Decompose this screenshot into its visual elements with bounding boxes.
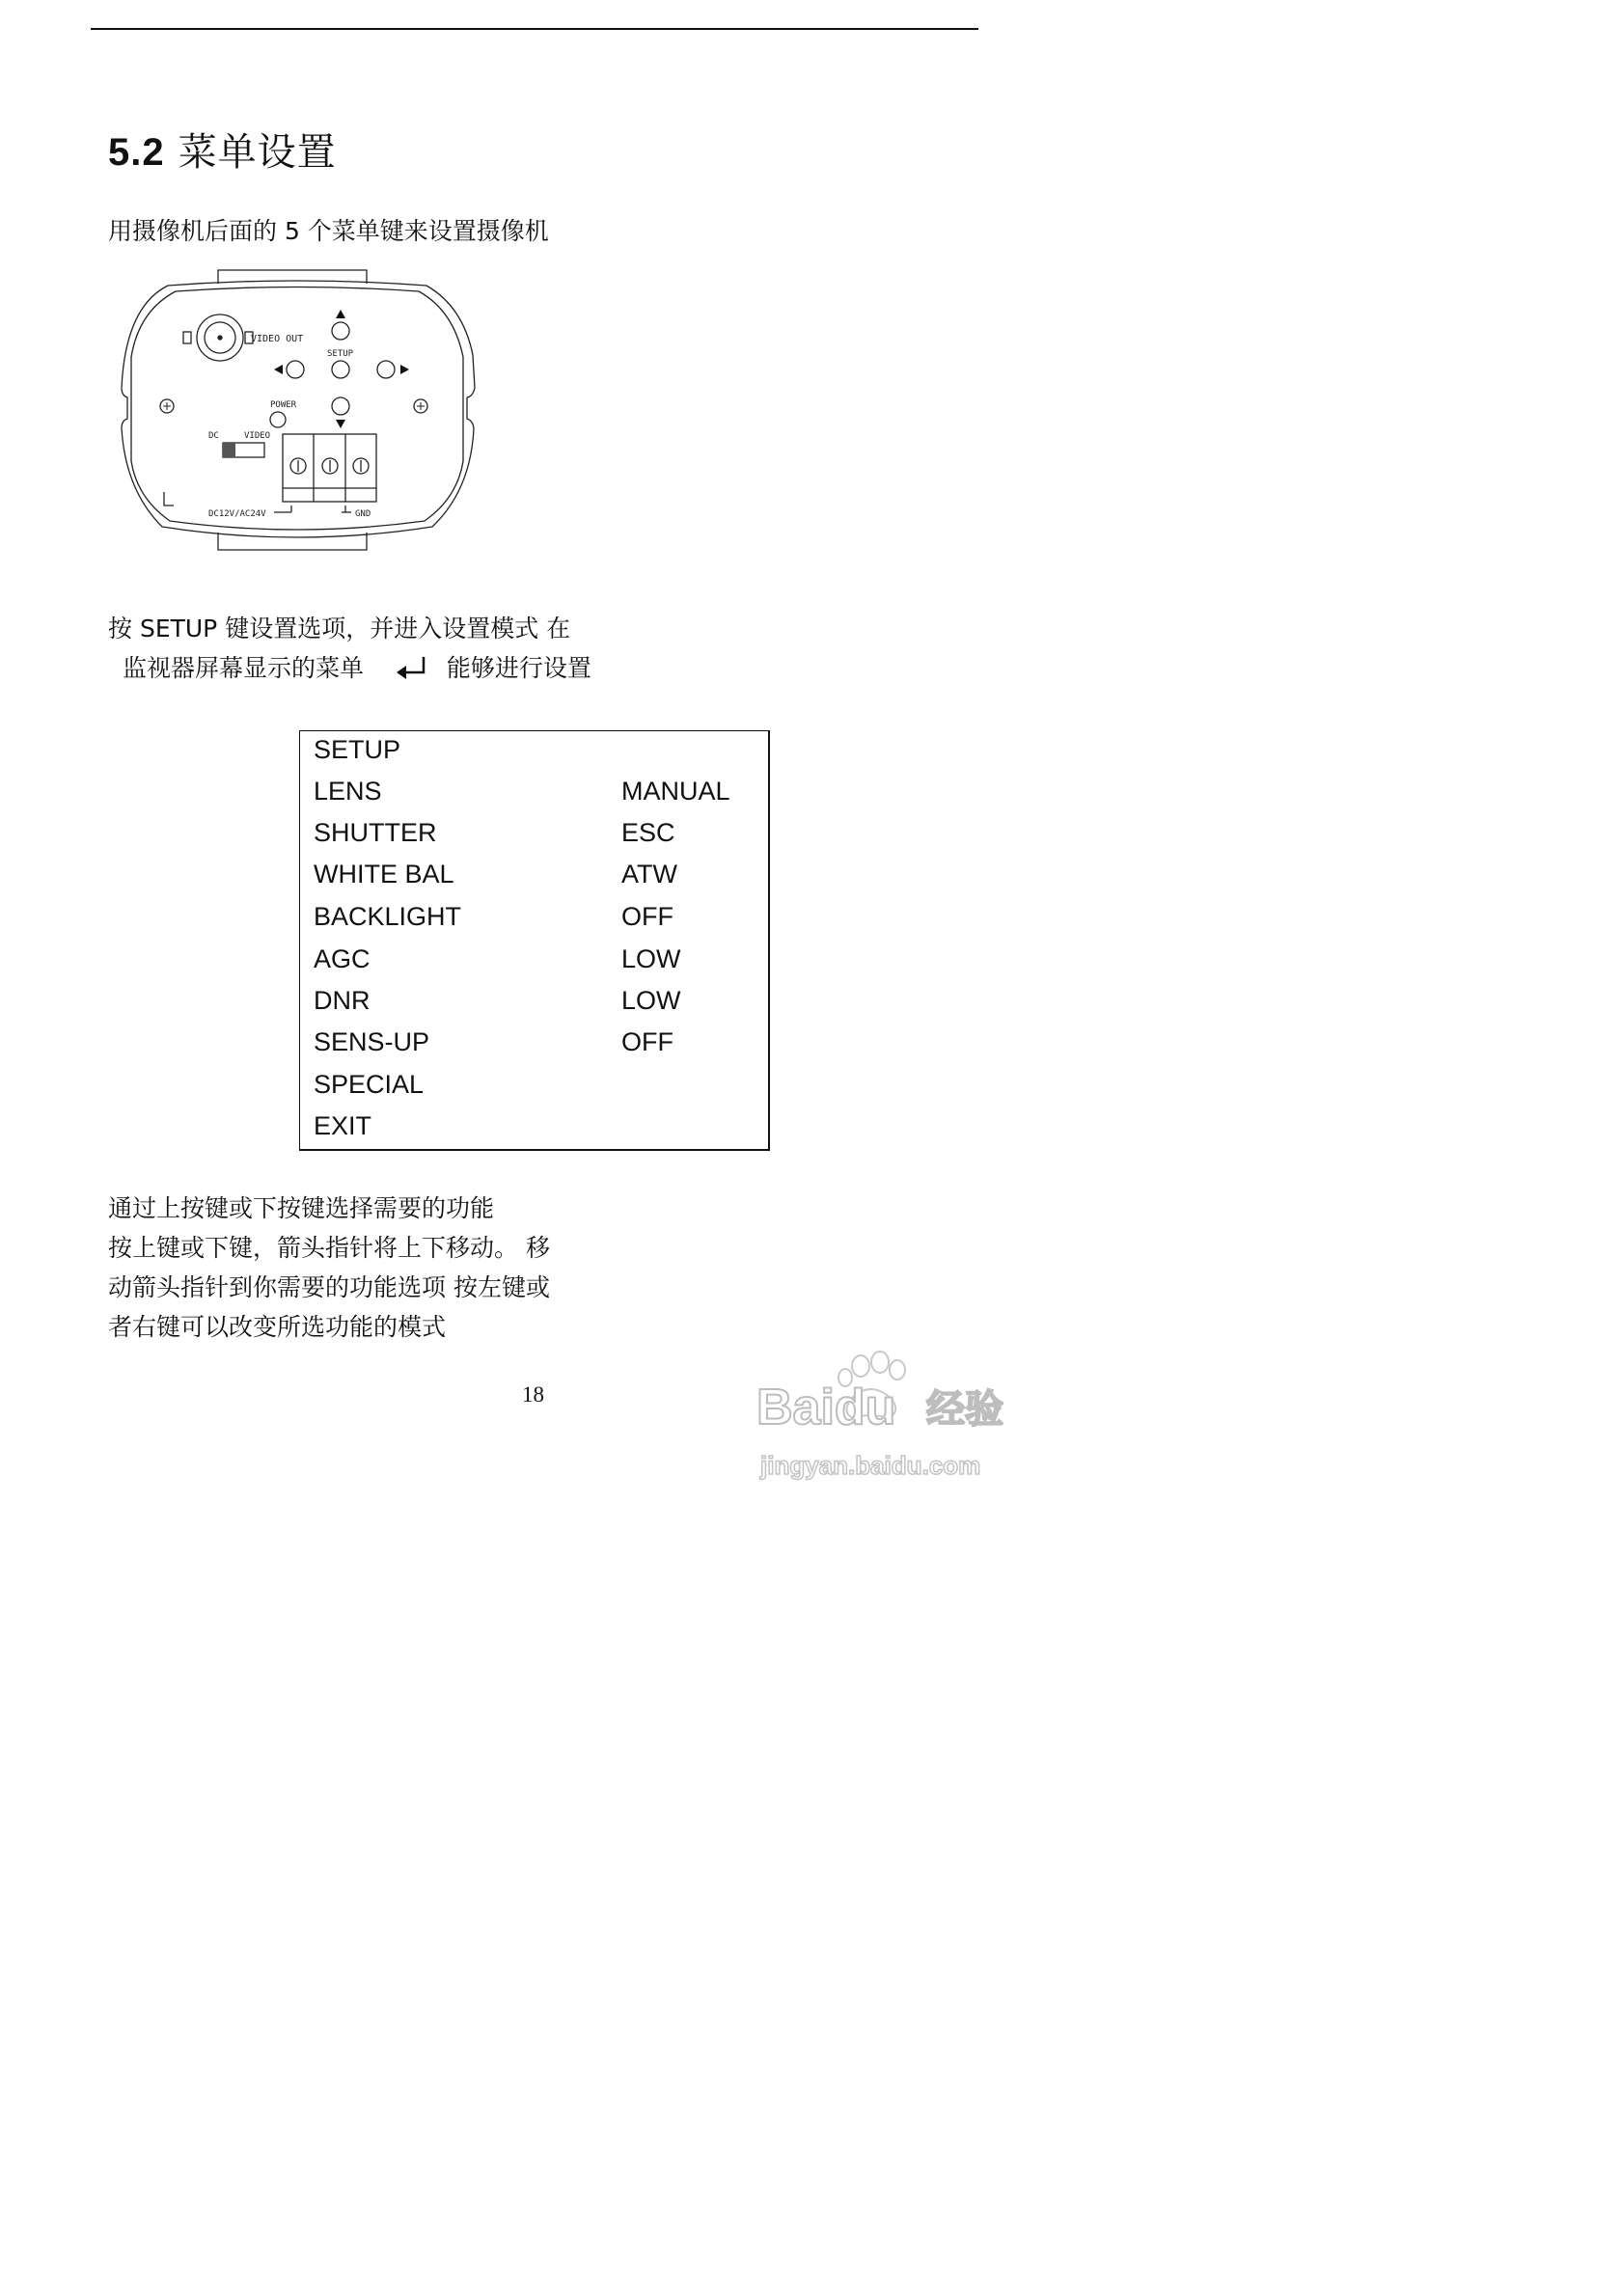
menu-item-label: SENS-UP — [314, 1027, 430, 1056]
switch-slider — [223, 443, 235, 457]
watermark-product: 经验 — [926, 1388, 1003, 1431]
right-arrow-icon — [400, 365, 409, 374]
menu-item-exit — [314, 1111, 757, 1150]
setup-label: SETUP — [327, 349, 354, 359]
top-rule — [91, 28, 978, 30]
menu-item-value: ESC — [621, 818, 675, 847]
watermark-brand: Baidu — [756, 1380, 896, 1435]
enter-return-icon — [395, 655, 433, 680]
menu-item-backlight — [314, 902, 757, 941]
video-out-label: VIDEO OUT — [251, 334, 304, 344]
menu-item-label: LENS — [314, 777, 382, 806]
section-title — [108, 122, 337, 177]
gnd-label: GND — [355, 509, 371, 519]
video-label: VIDEO — [244, 431, 271, 441]
menu-item-label: EXIT — [314, 1111, 372, 1140]
menu-item-sens-up — [314, 1027, 757, 1066]
instruction-line-2 — [123, 654, 591, 683]
left-arrow-icon — [274, 365, 283, 374]
menu-item-special — [314, 1070, 757, 1108]
camera-rear-panel-diagram — [114, 268, 481, 558]
section-number: 5.2 — [108, 131, 165, 174]
description-line-4: 者右键可以改变所选功能的模式 — [108, 1313, 447, 1341]
menu-item-lens — [314, 777, 757, 815]
menu-item-value: LOW — [621, 944, 681, 973]
watermark-url: jingyan.baidu.com — [760, 1451, 981, 1480]
instruction-line-2-start: 监视器屏幕显示的菜单 — [123, 654, 365, 682]
section-title-text: 菜单设置 — [178, 130, 337, 175]
menu-item-label: DNR — [314, 986, 371, 1015]
description-line-3: 动箭头指针到你需要的功能选项 按左键或 — [108, 1273, 550, 1301]
menu-item-agc — [314, 944, 757, 983]
menu-item-value: ATW — [621, 860, 677, 888]
setup-menu-box — [299, 730, 770, 1151]
menu-item-value: MANUAL — [621, 777, 730, 806]
instruction-line-2-end: 能够进行设置 — [446, 654, 591, 682]
menu-item-label: SHUTTER — [314, 818, 437, 847]
menu-item-label: AGC — [314, 944, 371, 973]
menu-item-label: WHITE BAL — [314, 860, 454, 888]
menu-item-dnr — [314, 986, 757, 1025]
page-number: 18 — [522, 1382, 544, 1407]
description-line-2: 按上键或下键，箭头指针将上下移动。 移 — [108, 1234, 550, 1262]
power-input-label: DC12V/AC24V — [208, 509, 266, 519]
menu-item-label: BACKLIGHT — [314, 902, 462, 931]
instruction-line-1: 按 SETUP 键设置选项，并进入设置模式 在 — [108, 615, 571, 642]
menu-title — [314, 735, 757, 774]
intro-text: 用摄像机后面的 5 个菜单键来设置摄像机 — [108, 217, 549, 245]
power-label: POWER — [270, 400, 297, 410]
menu-item-label: SPECIAL — [314, 1070, 425, 1099]
baidu-jingyan-watermark — [756, 1349, 1007, 1484]
menu-title-label: SETUP — [314, 735, 401, 764]
menu-item-value: OFF — [621, 902, 673, 931]
menu-item-shutter — [314, 818, 757, 857]
menu-item-value: OFF — [621, 1027, 673, 1056]
down-arrow-icon — [336, 420, 345, 428]
menu-item-value: LOW — [621, 986, 681, 1015]
up-arrow-icon — [336, 310, 345, 318]
menu-item-white-bal — [314, 860, 757, 898]
dc-label: DC — [208, 431, 219, 441]
description-line-1: 通过上按键或下按键选择需要的功能 — [108, 1194, 495, 1222]
